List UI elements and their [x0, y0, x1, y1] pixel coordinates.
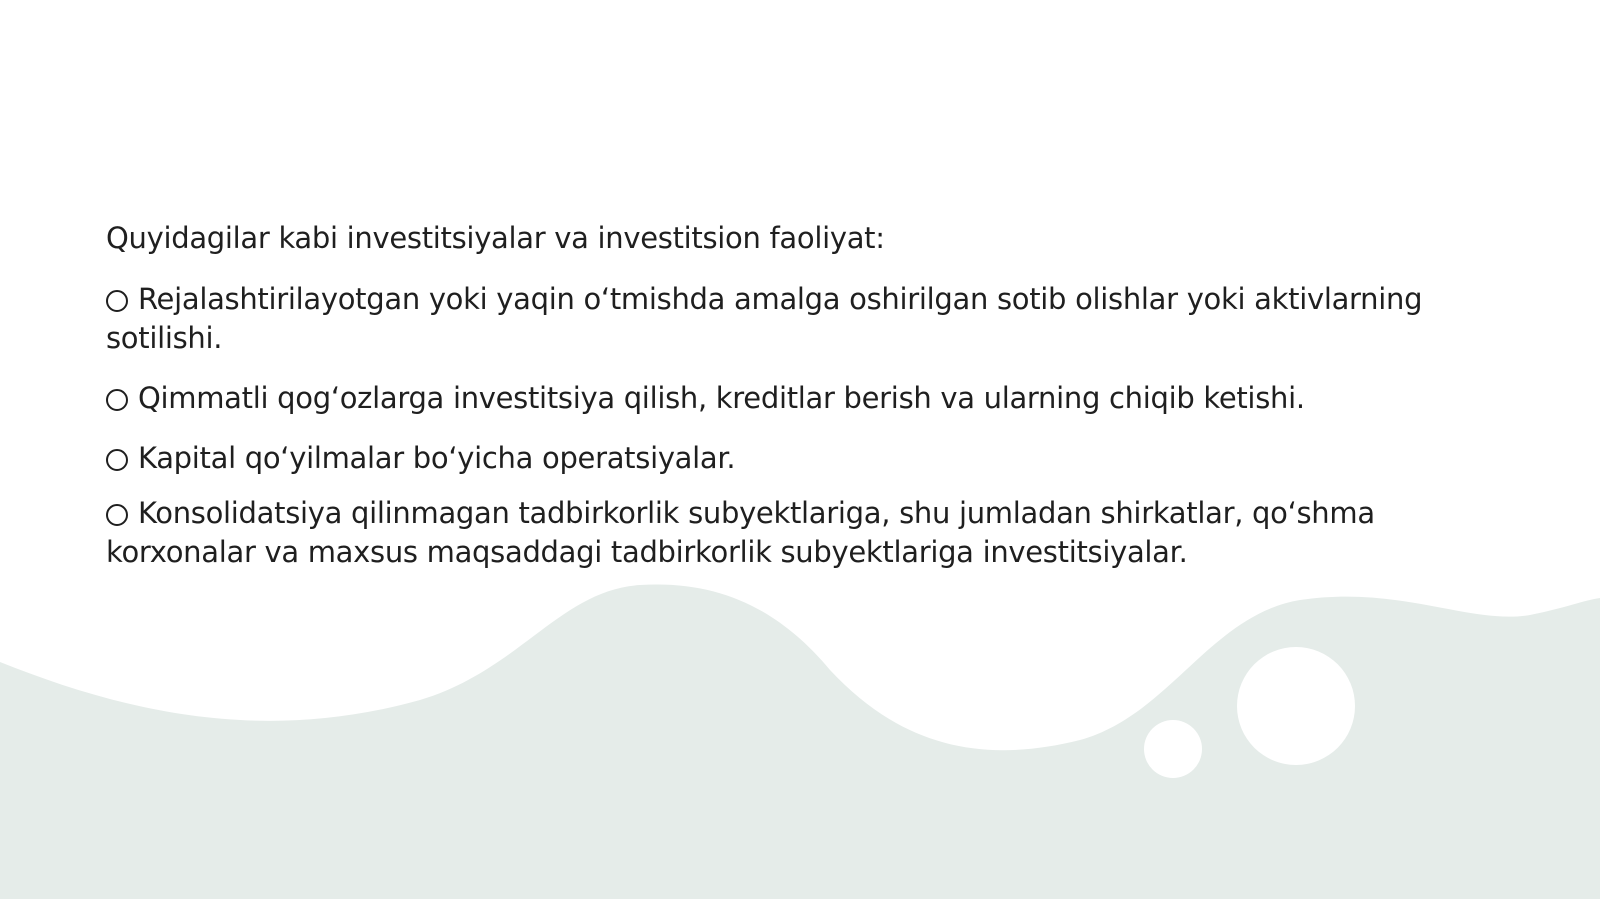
hollow-circle-icon: [106, 504, 128, 526]
slide-content: [106, 219, 1506, 593]
bullet-item: [106, 280, 1506, 358]
hollow-circle-icon: [106, 290, 128, 312]
hollow-circle-icon: [106, 449, 128, 471]
intro-text: Quyidagilar kabi investitsiyalar va investitsion faoliyat:: [106, 221, 885, 255]
bullet-item: [106, 494, 1506, 572]
hollow-circle-icon: [106, 389, 128, 411]
bullet-text: Rejalashtirilayotgan yoki yaqin o‘tmishda amalga oshirilgan sotib olishlar yoki aktivlarning sotilishi.: [106, 282, 1423, 355]
bullet-text: Konsolidatsiya qilinmagan tadbirkorlik subyektlariga, shu jumladan shirkatlar, qo‘shma korxonalar va maxsus maqsaddagi tadbirkorlik subyektlariga investitsiyalar.: [106, 496, 1375, 569]
small-bubble: [1144, 720, 1202, 778]
bullet-text: Kapital qo‘yilmalar bo‘yicha operatsiyalar.: [138, 441, 736, 475]
bullet-text: Qimmatli qog‘ozlarga investitsiya qilish, kreditlar berish va ularning chiqib ketishi.: [138, 381, 1305, 415]
bullet-item: [106, 439, 1506, 478]
wave-shape: [0, 584, 1600, 899]
bullet-item: [106, 379, 1506, 418]
large-bubble: [1237, 647, 1355, 765]
